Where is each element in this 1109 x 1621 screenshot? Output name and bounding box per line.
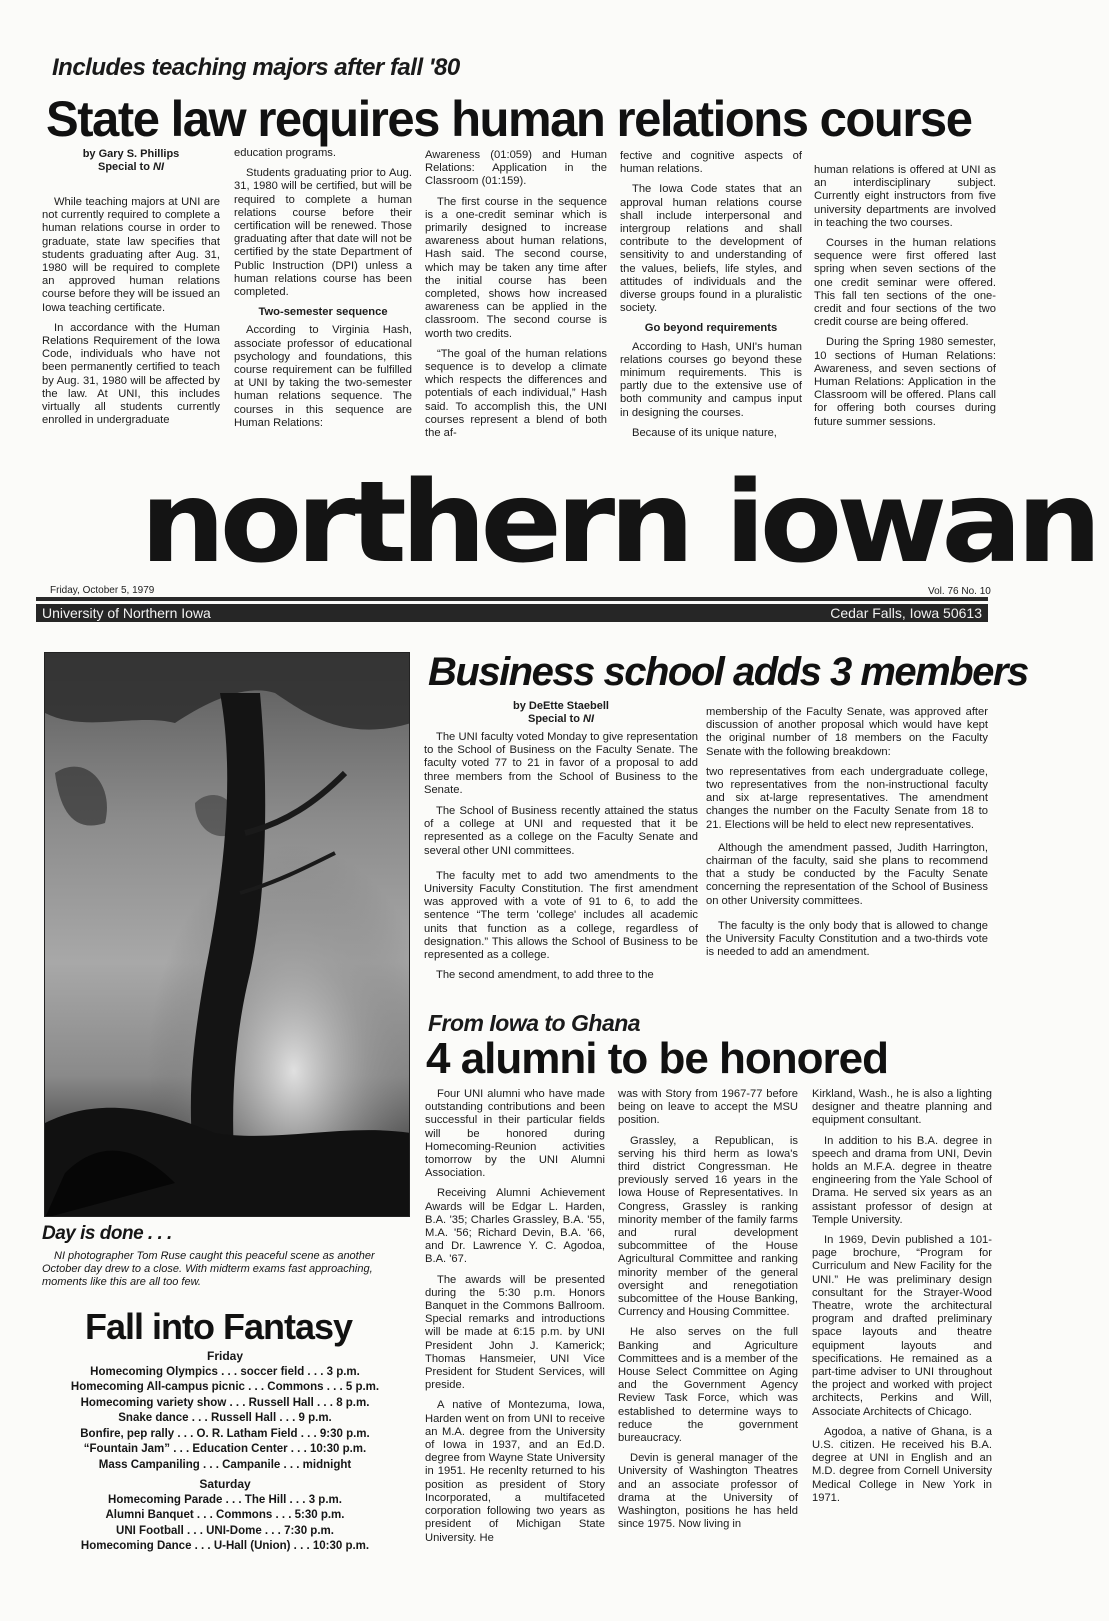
paragraph: Agodoa, a native of Ghana, is a U.S. citizen. He received his B.A. degree at UNI in English and an M.D. degree from Cornell University Medical College in New York in 1971. [812, 1425, 992, 1504]
paragraph: A native of Montezuma, Iowa, Harden went on from UNI to receive an M.A. degree from the University of Iowa in 1937, and an Ed.D. degree from Wayne State University in 1951. He recenlty returned to his position as president of Story Incorporated, a multifaceted corporation following two years as president of Michigan State University. He [425, 1399, 605, 1544]
business-story-headline: Business school adds 3 members [428, 650, 1028, 694]
byline-org: Special to NI [97, 161, 165, 173]
paragraph: The second amendment, to add three to the [436, 969, 654, 982]
tree-silhouette-image [45, 653, 410, 1217]
paragraph: fective and cognitive aspects of human relations. [620, 150, 802, 176]
paragraph: Kirkland, Wash., he is also a lighting designer and theatre planning and equipment consultant. [812, 1088, 992, 1127]
paragraph: The UNI faculty voted Monday to give representation to the School of Business on the Faculty Senate. The faculty voted 77 to 21 in favor of a proposal to add three members from the School of Business to the Senate. [424, 731, 698, 796]
top-story-column-3 [425, 149, 607, 447]
byline-org: Special to NI [527, 713, 595, 725]
schedule-item: Mass Campaniling . . . Campanile . . . midnight [98, 1458, 352, 1471]
paragraph: was with Story from 1967-77 before being on leave to accept the MSU position. [618, 1088, 798, 1127]
masthead-volume: Vol. 76 No. 10 [928, 586, 991, 597]
paragraph: Because of its unique nature, [632, 426, 777, 439]
paragraph: two representatives from each undergraduate college, two representatives from the non-instructional faculty and six at-large representatives. The amendment changes the number on the Faculty Senate from 18 to 21. Elections will be held to elect new representatives. [706, 765, 988, 831]
paragraph: Courses in the human relations sequence were first offered last spring when seven sections of the one credit seminar were offered. This fall ten sections of the one-credit and four sections of the two credit course are being offered. [814, 237, 996, 329]
schedule-item: UNI Football . . . UNI-Dome . . . 7:30 p.m. [116, 1524, 334, 1537]
paragraph: The awards will be presented during the 5:30 p.m. Honors Banquet in the Commons Ballroom. Special remarks and introductions will be made at 6:15 p.m. by UNI President John J. Kamerick; Thomas Hansmeier, UNI Vice President for Student Services, will preside. [425, 1273, 605, 1392]
schedule-item: Homecoming Parade . . . The Hill . . . 3 p.m. [108, 1493, 342, 1506]
paragraph: Although the amendment passed, Judith Harrington, chairman of the faculty, said she plans to recommend that a study be conducted by the Faculty Senate concerning the representation of the School of Business on other University committees. [706, 841, 988, 907]
byline-author: by Gary S. Phillips [82, 148, 180, 160]
top-story-column-5 [814, 164, 996, 436]
paragraph: During the Spring 1980 semester, 10 sections of Human Relations: Awareness, and seven sections of Human Relations: Application in the Classroom will be offered. Plans call for offering both courses during future summer sessions. [814, 336, 996, 428]
byline [424, 700, 698, 726]
schedule-day-saturday: Saturday [199, 1477, 251, 1491]
schedule-item: Alumni Banquet . . . Commons . . . 5:30 p.m. [105, 1509, 345, 1521]
alumni-story-headline: 4 alumni to be honored [426, 1034, 889, 1083]
paragraph: He also serves on the full Banking and Agriculture Committees and is a member of the House Select Committee on Aging and the Government Agency Review Task Force, which was established to determine ways to reduce the government bureaucracy. [618, 1326, 798, 1445]
subhead: Go beyond requirements [644, 322, 778, 335]
schedule-item: Homecoming variety show . . . Russell Hall . . . 8 p.m. [80, 1396, 370, 1409]
business-story-column-1 [424, 700, 698, 989]
masthead-rule [36, 597, 988, 601]
masthead-band [36, 604, 988, 622]
paragraph: human relations is offered at UNI as an interdisciplinary subject. Currently eight instructors from five university departments are involved in teaching the two courses. [814, 164, 996, 229]
paragraph: While teaching majors at UNI are not currently required to complete a human relations course in order to graduate, state law specifies that students graduating after Aug. 31, 1980 will be required to complete an approved human relations course before they will be issued an Iowa teaching certificate. [42, 196, 220, 314]
paragraph: According to Virginia Hash, associate professor of educational psychology and foundations, this course requirement can be fulfilled at UNI by taking the two-semester human relations sequence. The courses in this sequence are Human Relations: [234, 324, 412, 429]
top-story-kicker: Includes teaching majors after fall '80 [52, 54, 460, 81]
paragraph: The first course in the sequence is a one-credit seminar which is primarily designed to increase awareness about human relations, Hash said. The second course, which may be taken any time after the initial course has been completed, shows how increased awareness can be applied in the classroom. The second course is worth two credits. [425, 195, 607, 340]
alumni-story-column-1 [425, 1088, 605, 1552]
paragraph: membership of the Faculty Senate, was approved after discussion of another proposal which would have kept the original number of 18 members on the Faculty Senate with the following breakdown: [706, 706, 988, 758]
schedule-day-friday: Friday [206, 1349, 243, 1363]
top-story-column-4 [620, 150, 802, 447]
paragraph: According to Hash, UNI's human relations courses go beyond these minimum requirements. This is partly due to the extensive use of both community and campus input in designing the courses. [620, 340, 802, 419]
photo-caption-text: NI photographer Tom Ruse caught this peaceful scene as another October day drew to a close. With midterm exams fast approaching, moments like this are all too few. [42, 1250, 375, 1288]
schedule-item: “Fountain Jam” . . . Education Center . . . 10:30 p.m. [83, 1443, 367, 1455]
masthead-university: University of Northern Iowa [42, 605, 211, 621]
business-story-column-2 [706, 706, 988, 966]
masthead-title: northern iowan [140, 456, 1096, 588]
paragraph: education programs. [234, 147, 336, 159]
paragraph: Grassley, a Republican, is serving his third herm as Iowa's third district Congressman. He previously served 16 years in the Iowa House of Representatives. In Congress, Grassley is ranking minority member of the family farms and rural development subcommittee of the House Agricultural Committee and ranking minority member of the general oversight and renegotiation subcomittee of the House Banking, Currency and Housing Committee. [618, 1134, 798, 1319]
byline-author: by DeEtte Staebell [513, 700, 609, 712]
fantasy-title: Fall into Fantasy [85, 1306, 353, 1347]
paragraph: “The goal of the human relations sequence is to develop a climate which respects the differences and potentials of each individual,” Hash said. To accomplish this, the UNI courses represent a blend of both the af- [425, 347, 607, 440]
paragraph: In 1969, Devin published a 101-page brochure, “Program for Curriculum and New Facility for the UNI.” He was preliminary design consultant for the Strayer-Wood Theatre, wrote the architectural program and drafted preliminary space layouts and theatre equipment layouts and specifications. He remained as a part-time adviser to UNI throughout the project and worked with project architects, Perkins and Will, Associate Architects of Chicago. [812, 1234, 992, 1418]
homecoming-schedule [40, 1347, 410, 1555]
photo-caption-title: Day is done . . . [42, 1223, 172, 1244]
masthead-location: Cedar Falls, Iowa 50613 [830, 605, 982, 621]
top-story-column-1 [42, 148, 220, 434]
paragraph: The faculty met to add two amendments to the University Faculty Constitution. The first amendment was approved with a vote of 91 to 6, to add the sentence “The term 'college' includes all academic units that function as a college, regardless of designation.” This allows the School of Business to be represented as a college. [424, 869, 698, 962]
masthead-date: Friday, October 5, 1979 [50, 585, 155, 596]
photo-tree-sunset [44, 652, 410, 1217]
paragraph: The faculty is the only body that is allowed to change the University Faculty Constitution and a two-thirds vote is needed to add an amendment. [706, 919, 988, 959]
paragraph: Students graduating prior to Aug. 31, 1980 will be certified, but will be required to complete a human relations course before their certification will be renewed. Those graduating after that date will not be certified by the state Department of Public Instruction (DPI) unless a human relations course has been completed. [234, 167, 412, 299]
paragraph: In accordance with the Human Relations Requirement of the Iowa Code, individuals who have not been permanently certified to teach by Aug. 31, 1980 will be affected by the law. At UNI, this includes virtually all students currently enrolled in undergraduate [42, 321, 220, 427]
paragraph: The Iowa Code states that an approval human relations course shall include interpersonal and intergroup relations and shall contribute to the development of sensitivity to and understanding of the values, beliefs, life styles, and attitudes of individuals and the diverse groups found in a pluralistic society. [620, 183, 802, 315]
schedule-item: Homecoming Olympics . . . soccer field . . . 3 p.m. [90, 1365, 360, 1378]
paragraph: Receiving Alumni Achievement Awards will be Edgar L. Harden, B.A. '35; Charles Grassley, B.A. '55, M.A. '56; Richard Devin, B.A. '66, and Dr. Lawrence Y. C. Agodoa, B.A. '67. [425, 1187, 605, 1266]
schedule-item: Bonfire, pep rally . . . O. R. Latham Field . . . 9:30 p.m. [80, 1427, 370, 1440]
subhead: Two-semester sequence [258, 306, 388, 319]
alumni-story-kicker: From Iowa to Ghana [428, 1010, 641, 1036]
paragraph: In addition to his B.A. degree in speech and drama from UNI, Devin holds an M.F.A. degree in theatre engineering from the Yale School of Drama. He served six years as an assistant professor of design at Temple University. [812, 1134, 992, 1226]
paragraph: Awareness (01:059) and Human Relations: Application in the Classroom (01:159). [425, 149, 607, 188]
paragraph: Devin is general manager of the University of Washington Theatres and an associate professor of drama at the University of Washington, positions he has held since 1975. Now living in [618, 1452, 798, 1531]
top-story-column-2 [234, 147, 412, 437]
schedule-item: Homecoming Dance . . . U-Hall (Union) . . . 10:30 p.m. [80, 1540, 370, 1552]
byline [42, 148, 220, 174]
schedule-item: Snake dance . . . Russell Hall . . . 9 p.m. [118, 1412, 332, 1424]
schedule-item: Homecoming All-campus picnic . . . Commons . . . 5 p.m. [70, 1381, 380, 1393]
paragraph: Four UNI alumni who have made outstanding contributions and been successful in their particular fields will be honored during Homecoming-Reunion activities tomorrow by the UNI Alumni Association. [425, 1088, 605, 1180]
alumni-story-column-3 [812, 1088, 992, 1512]
alumni-story-column-2 [618, 1088, 798, 1539]
paragraph: The School of Business recently attained the status of a college at UNI and requested that it be represented as a college on the Faculty Senate and several other UNI committees. [424, 805, 698, 857]
top-story-headline: State law requires human relations course [46, 91, 972, 147]
